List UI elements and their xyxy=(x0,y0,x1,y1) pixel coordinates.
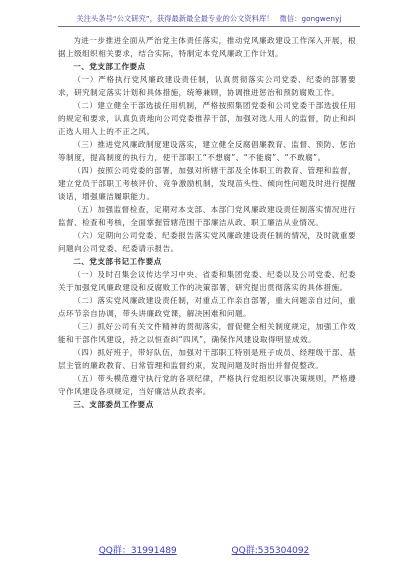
branch-point: （二）建立健全干部选拔任用机制，严格按照集团党委和公司党委干部选拔任用的规定和要求，认真负责地向公司党委推荐干部，加强对选人用人的监督，防止和纠正选人用人上的不正之风。 xyxy=(58,101,356,136)
qq-group-1: QQ群：31991489 xyxy=(98,546,177,556)
wechat-label: 微信： xyxy=(279,14,302,23)
secretary-point: （四）抓好班子，带好队伍，加强对干部职工特别是班子成员、经理级干部、基层主管的廉政教育、日常管理和监督约束，发现问题及时指出并督促整改。 xyxy=(58,348,356,370)
footer-contacts xyxy=(0,543,408,556)
section-heading-branch: 一、党支部工作要点 xyxy=(73,62,146,71)
secretary-point: （三）抓好公司有关文件精神的贯彻落实，督促健全相关制度规定，加强工作效能和干部作风建设，持之以恒查纠“四风”，确保作风建设取得明显成效。 xyxy=(58,322,356,344)
secretary-point: （一）及时召集会议传达学习中央、省委和集团党委、纪委以及公司党委、纪委关于加强党风廉政建设和反腐败工作的决策部署，研究提出贯彻落实的具体措施。 xyxy=(58,270,356,292)
branch-point: （四）按照公司党委的部署，加强对所辖干部及全体职工的教育、管理和监督，建立党员干部职工考核评价、竞争激励机制，发现苗头性、倾向性问题及时进行提醒谈话，增强廉洁履职能力。 xyxy=(58,166,356,201)
promo-header xyxy=(58,14,360,27)
document-body xyxy=(58,34,356,411)
branch-point: （三）推进党风廉政制度建设落实，建立健全反腐倡廉教育、监督、预防、惩治等制度，提高制度的执行力，使干部职工“不想腐”、“不能腐”、“不敢腐”。 xyxy=(58,140,356,162)
secretary-point: （二）落实党风廉政建设责任制，对重点工作亲自部署，重大问题亲自过问，重点环节亲自协调，带头讲廉政党课，解决困难和问题。 xyxy=(58,296,356,318)
wechat-id: gongwenyj xyxy=(301,14,342,23)
branch-point: （六）定期向公司党委、纪委报告落实党风廉政建设责任制的情况，及时就重要问题向公司党委、纪委请示报告。 xyxy=(58,231,356,253)
secretary-point: （五）带头模范遵守执行党的各项纪律，严格执行党组织议事决策规则，严格遵守作风建设各项规定，当好廉洁从政表率。 xyxy=(58,374,356,396)
branch-point: （五）加强监督检查，定期对本支部、本部门党风廉政建设责任制落实情况进行监督、检查和考核，全面掌握管辖范围干部廉洁从政、职工廉洁从业情况。 xyxy=(58,205,356,227)
promo-text: 关注头条号“公文研究”，获得最新最全最专业的公文资料库！ xyxy=(76,14,274,23)
section-heading-secretary: 二、党支部书记工作要点 xyxy=(73,257,162,266)
section-heading-committee: 三、支部委员工作要点 xyxy=(73,400,154,409)
intro-paragraph: 为进一步推进全面从严治党主体责任落实，推动党风廉政建设工作深入开展，根据上级组织相关要求，结合实际，特制定本党风廉政工作计划。 xyxy=(58,36,356,58)
branch-point: （一）严格执行党风廉政建设责任制，认真贯彻落实公司党委、纪委的部署要求，研究制定落实计划和具体措施，统筹兼顾，协调推进惩治和预防腐败工作。 xyxy=(58,75,356,97)
qq-group-2: QQ群:535304092 xyxy=(231,546,310,556)
